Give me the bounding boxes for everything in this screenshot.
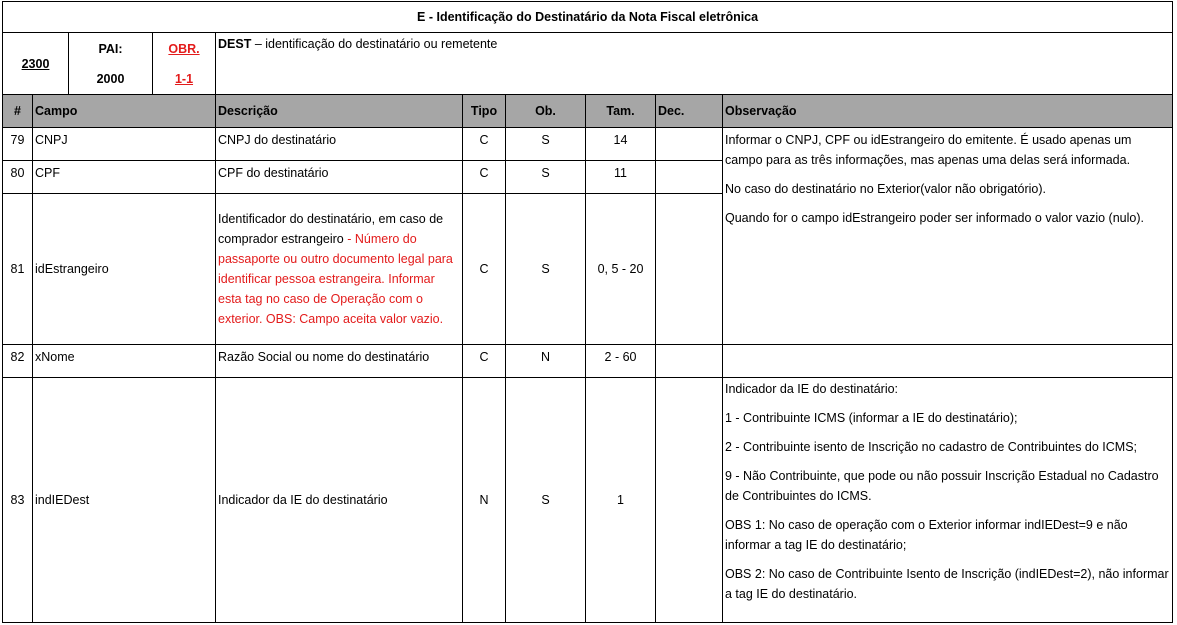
row-tam: 2 - 60 <box>586 345 656 378</box>
row-tam: 11 <box>586 161 656 194</box>
row-tam: 0, 5 - 20 <box>586 194 656 345</box>
obs-line: Informar o CNPJ, CPF ou idEstrangeiro do emitente. É usado apenas um campo para as três informações, mas apenas uma delas será informada. <box>725 133 1132 167</box>
col-header-observacao: Observação <box>723 95 1173 128</box>
col-header-num: # <box>3 95 33 128</box>
field-spec-table <box>2 1 1173 623</box>
row-num: 83 <box>3 378 33 623</box>
row-obs <box>723 345 1173 378</box>
table-row <box>3 378 1173 623</box>
col-header-dec: Dec. <box>656 95 723 128</box>
row-dec <box>656 345 723 378</box>
row-campo: xNome <box>33 345 216 378</box>
row-ob: S <box>506 378 586 623</box>
row-num: 80 <box>3 161 33 194</box>
row-num: 79 <box>3 128 33 161</box>
obs-line: 1 - Contribuinte ICMS (informar a IE do destinatário); <box>725 411 1018 425</box>
row-dec <box>656 378 723 623</box>
row-ob: N <box>506 345 586 378</box>
group-tag: DEST <box>218 37 252 51</box>
row-campo: CNPJ <box>33 128 216 161</box>
table-row <box>3 345 1173 378</box>
row-dec <box>656 161 723 194</box>
row-tipo: N <box>463 378 506 623</box>
row-num: 81 <box>3 194 33 345</box>
row-ob: S <box>506 128 586 161</box>
row-ob: S <box>506 161 586 194</box>
row-campo: indIEDest <box>33 378 216 623</box>
row-dec <box>656 194 723 345</box>
desc-text: Identificador do destinatário, em caso de comprador estrangeiro <box>218 212 444 246</box>
row-num: 82 <box>3 345 33 378</box>
row-dec <box>656 128 723 161</box>
col-header-tipo: Tipo <box>463 95 506 128</box>
row-desc: Indicador da IE do destinatário <box>216 378 463 623</box>
row-desc: CPF do destinatário <box>216 161 463 194</box>
obr-label: OBR. <box>168 41 200 56</box>
row-tam: 14 <box>586 128 656 161</box>
row-ob: S <box>506 194 586 345</box>
row-campo: CPF <box>33 161 216 194</box>
col-header-campo: Campo <box>33 95 216 128</box>
obs-line: 2 - Contribuinte isento de Inscrição no cadastro de Contribuintes do ICMS; <box>725 440 1138 454</box>
col-header-descricao: Descrição <box>216 95 463 128</box>
obs-line: 9 - Não Contribuinte, que pode ou não possuir Inscrição Estadual no Cadastro de Contribuintes do ICMS. <box>725 469 1159 503</box>
row-obs <box>723 378 1173 623</box>
row-tipo: C <box>463 161 506 194</box>
pai-label: PAI: <box>98 41 123 56</box>
row-desc: CNPJ do destinatário <box>216 128 463 161</box>
obs-line: No caso do destinatário no Exterior(valor não obrigatório). <box>725 182 1047 196</box>
obr-cell <box>153 33 216 95</box>
obs-line: OBS 1: No caso de operação com o Exterior informar indIEDest=9 e não informar a tag IE do destinatário; <box>725 518 1128 552</box>
row-tipo: C <box>463 345 506 378</box>
col-header-tam: Tam. <box>586 95 656 128</box>
obs-line: Indicador da IE do destinatário: <box>725 382 899 396</box>
row-tipo: C <box>463 194 506 345</box>
row-obs <box>723 128 1173 345</box>
pai-cell <box>69 33 153 95</box>
table-row <box>3 128 1173 161</box>
pai-value: 2000 <box>96 71 125 86</box>
section-title: E - Identificação do Destinatário da Nota Fiscal eletrônica <box>3 2 1173 33</box>
obr-value: 1-1 <box>174 71 194 86</box>
obs-line: Quando for o campo idEstrangeiro poder ser informado o valor vazio (nulo). <box>725 211 1144 225</box>
col-header-ob: Ob. <box>506 95 586 128</box>
group-tag-desc: – identificação do destinatário ou remetente <box>251 37 498 51</box>
group-description <box>216 33 1173 95</box>
desc-red-text: - Número do passaporte ou outro documento legal para identificar pessoa estrangeira. Informar esta tag no caso de Operação com o exterior. OBS: Campo aceita valor vazio. <box>218 232 453 326</box>
row-desc <box>216 194 463 345</box>
row-tipo: C <box>463 128 506 161</box>
table-header <box>3 95 1173 128</box>
group-id: 2300 <box>3 33 69 95</box>
row-campo: idEstrangeiro <box>33 194 216 345</box>
row-tam: 1 <box>586 378 656 623</box>
obs-line: OBS 2: No caso de Contribuinte Isento de Inscrição (indIEDest=2), não informar a tag IE do destinatário. <box>725 567 1169 601</box>
row-desc: Razão Social ou nome do destinatário <box>216 345 463 378</box>
